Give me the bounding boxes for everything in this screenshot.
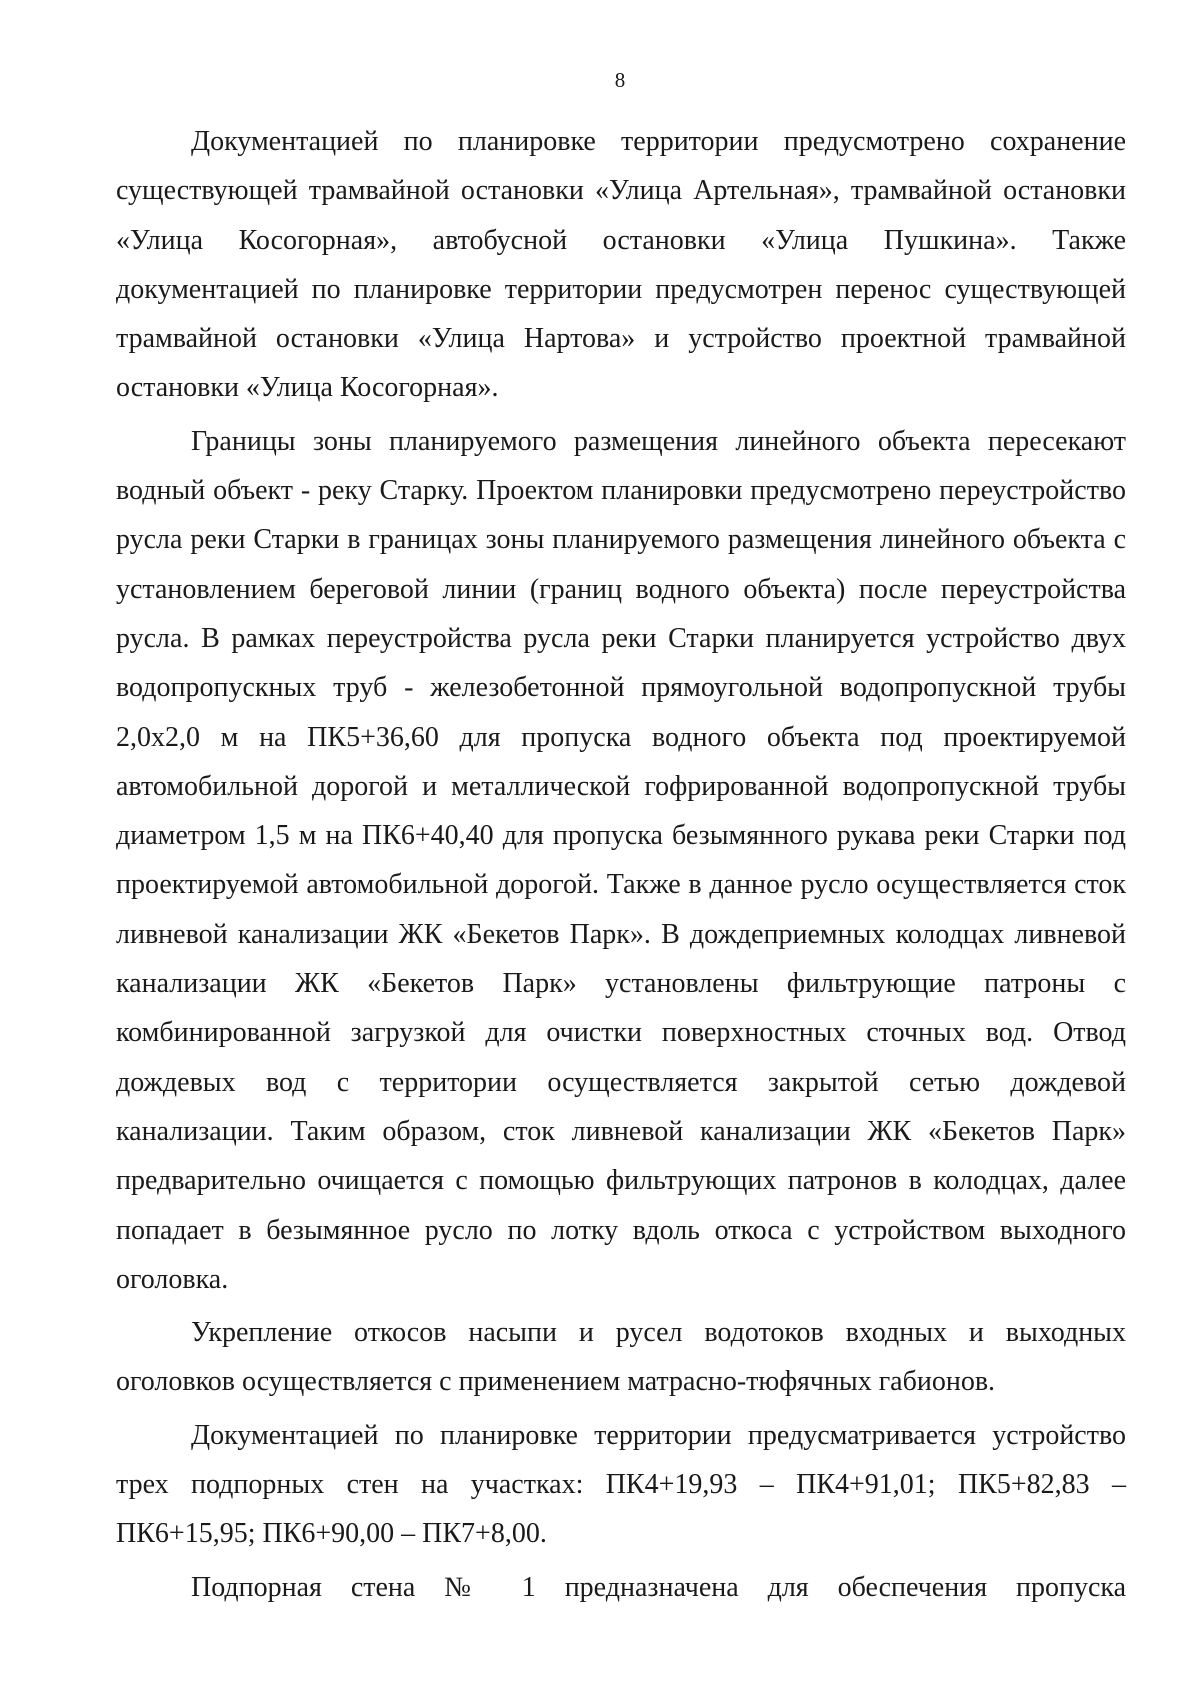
paragraph-retaining-wall-1: Подпорная стена № 1 предназначена для обеспечения пропуска <box>191 1571 1126 1603</box>
paragraph-retaining-walls: Документацией по планировке территории предусматривается устройство трех подпорных стен на участках: ПК4+19,93 – ПК4+91,01; ПК5+82,83 – ПК6+15,95; ПК6+90,00 – ПК7+8,00. <box>116 1419 1126 1550</box>
paragraph-slope-reinforcement: Укрепление откосов насыпи и русел водотоков входных и выходных оголовков осуществляется с применением матрасно-тюфячных габионов. <box>116 1317 1126 1398</box>
document-body <box>116 117 1126 1616</box>
paragraph-river-starka: Границы зоны планируемого размещения линейного объекта пересекают водный объект - реку Старку. Проектом планировки предусмотрено переустройство русла реки Старки в границах зоны планируемого размещения линейного объекта с установлением береговой линии (границ водного объекта) после переустройства русла. В рамках переустройства русла реки Старки планируется устройство двух водопропускных труб - железобетонной прямоугольной водопропускной трубы 2,0х2,0 м на ПК5+36,60 для пропуска водного объекта под проектируемой автомобильной дорогой и металлической гофрированной водопропускной трубы диаметром 1,5 м на ПК6+40,40 для пропуска безымянного рукава реки Старки под проектируемой автомобильной дорогой. Также в данное русло осуществляется сток ливневой канализации ЖК «Бекетов Парк». В дождеприемных колодцах ливневой канализации ЖК «Бекетов Парк» установлены фильтрующие патроны с комбинированной загрузкой для очистки поверхностных сточных вод. Отвод дождевых вод с территории осуществляется закрытой сетью дождевой канализации. Таким образом, сток ливневой канализации ЖК «Бекетов Парк» предварительно очищается с помощью фильтрующих патронов в колодцах, далее попадает в безымянное русло по лотку вдоль откоса с устройством выходного оголовка. <box>116 425 1126 1295</box>
paragraph-tram-stops: Документацией по планировке территории предусмотрено сохранение существующей трамвайной остановки «Улица Артельная», трамвайной остановки «Улица Косогорная», автобусной остановки «Улица Пушкина». Также документацией по планировке территории предусмотрен перенос существующей трамвайной остановки «Улица Нартова» и устройство проектной трамвайной остановки «Улица Косогорная». <box>116 126 1126 404</box>
page-number: 8 <box>614 68 626 92</box>
